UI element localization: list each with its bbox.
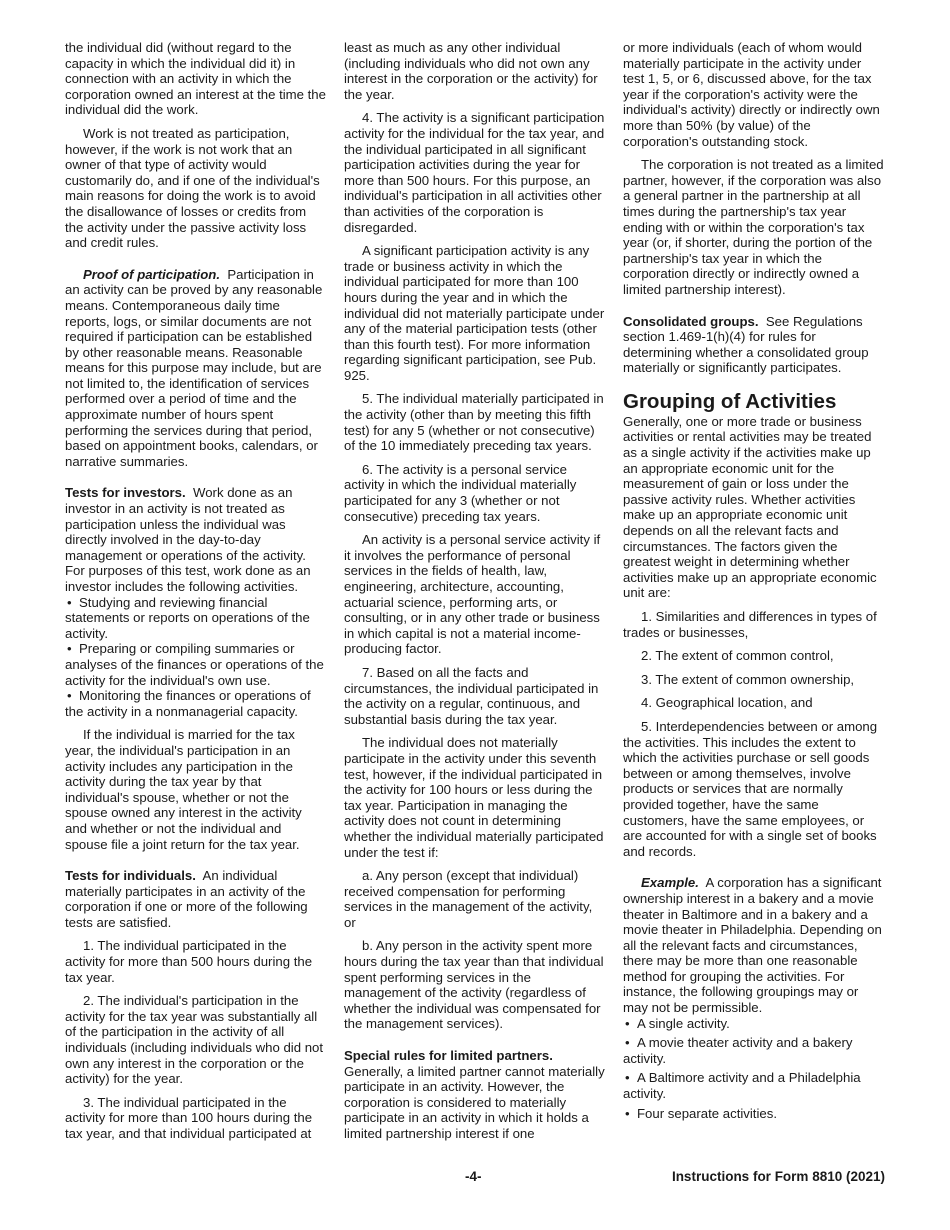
paragraph-body: A corporation has a significant ownership interest in a bakery and a movie theater in Baltimore and in a bakery and a movie theater in Philadelphia. Depending on all the relevant facts and circumstances, there may be more than one reasonable method for grouping the activities. For instance, the following groupings may or may not be permissible. [623, 875, 882, 1016]
factor-item: 2. The extent of common control, [641, 648, 834, 664]
section-heading: Grouping of Activities [623, 389, 837, 413]
test-item: 3. The individual participated in the activity for more than 100 hours during the tax year, and that individual participated at [65, 1094, 313, 1141]
paragraph: If the individual is married for the tax year, the individual's participation in an activity includes any participation in the activity during the tax year by that individual's spouse, whether or not the spouse owned any interest in the activity and whether or not the individual and spouse file a joint return for the tax year. [65, 727, 302, 852]
factor-item: 1. Similarities and differences in types of trades or businesses, [623, 609, 877, 640]
run-in-heading: Special rules for limited partners. [344, 1048, 553, 1064]
column-2 [344, 40, 606, 1150]
test-item: 6. The activity is a personal service activity in which the individual materially participated for any 3 (whether or not consecutive) preceding tax years. [344, 461, 577, 524]
paragraph: Work is not treated as participation, however, if the work is not work that an owner of that type of activity would customarily do, and if one of the individual's main reasons for doing the work is to avoid the disallowance of losses or credits from the activity under the passive activity loss and credit rules. [65, 125, 320, 251]
investor-activity-list [65, 595, 327, 720]
list-item: • Monitoring the finances or operations of the activity in a nonmanagerial capacity. [65, 688, 327, 719]
paragraph-body: See Regulations section 1.469-1(h)(4) for rules for determining whether a consolidated group materially or significantly participates. [623, 313, 869, 376]
paragraph: A significant participation activity is any trade or business activity in which the individual participated for more than 100 hours during the year and in which the individual did not materially participate under any of the material participation tests (other than this fourth test). For more information regarding significant participation, see Pub. 925. [344, 243, 605, 383]
factor-item: 3. The extent of common ownership, [641, 671, 855, 687]
test-item: 7. Based on all the facts and circumstances, the individual participated in the activity on a regular, continuous, and substantial basis during the tax year. [344, 664, 599, 727]
paragraph: An activity is a personal service activity if it involves the performance of personal services in the fields of health, law, engineering, architecture, accounting, actuarial science, performing arts, or consulting, or in any other trade or business in which capital is not a material income-producing factor. [344, 532, 601, 657]
paragraph: Generally, one or more trade or business activities or rental activities may be treated as a single activity if the activities make up an appropriate economic unit for the measurement of gain or loss under the passive activity rules. Whether activities make up an appropriate economic unit depends on all the relevant facts and circumstances. The factors given the greatest weight in determining whether activities make up an appropriate economic unit are: [623, 413, 877, 601]
column-1 [65, 40, 327, 1150]
paragraph: or more individuals (each of whom would materially participate in the activity under test 1, 5, or 6, discussed above, for the tax year if the corporation's activity were the individual's activity) directly or indirectly own more than 50% (by value) of the corporation's outstanding stock. [623, 40, 880, 149]
paragraph-body: Work done as an investor in an activity is not treated as participation unless the individual was directly involved in the day-to-day management or operations of the activity. For purposes of this test, work done as an investor includes the following activities. [65, 485, 311, 594]
tests-for-individuals [65, 868, 327, 930]
factor-item: 5. Interdependencies between or among the activities. This includes the extent to which the activities purchase or sell goods between or among themselves, involve products or services that are normally provided together, have the same customers, have the same employees, or are accounted for with a single set of books and records. [623, 718, 878, 859]
list-item: • Four separate activities. [623, 1106, 885, 1122]
form-reference: Instructions for Form 8810 (2021) [671, 1169, 885, 1184]
paragraph-body: Generally, a limited partner cannot materially participate in an activity. However, the corporation is considered to materially participate in an activity in which it holds a limited partnership interest if one [344, 1063, 605, 1141]
paragraph-body: Participation in an activity can be proved by any reasonable means. Contemporaneous daily time reports, logs, or similar documents are not required if participation can be established by other reasonable means. Reasonable means for this purpose may include, but are not limited to, the identification of services performed over a period of time and the approximate number of hours spent performing the services during that period, based on appointment books, calendars, or narrative summaries. [65, 266, 323, 469]
paragraph-body: An individual materially participates in an activity of the corporation if one or more of the following tests are satisfied. [65, 868, 308, 930]
list-item: • Preparing or compiling summaries or analyses of the finances or operations of the activity for the individual's own use. [65, 641, 327, 688]
paragraph: least as much as any other individual (including individuals who did not own any interest in the corporation or the activity) for the year. [344, 40, 598, 102]
list-item: • Studying and reviewing financial statements or reports on operations of the activity. [65, 595, 327, 642]
run-in-heading: Consolidated groups. [623, 313, 759, 329]
paragraph: The individual does not materially participate in the activity under this seventh test, however, if the individual participated in the activity for 100 hours or less during the tax year. Participation in managing the activity does not count in determining whether the individual materially participated under the test if: [344, 735, 604, 860]
page-number: -4- [465, 1169, 482, 1184]
special-rules-limited-partners [344, 1048, 606, 1142]
factor-item: 4. Geographical location, and [641, 695, 813, 711]
list-item: • A movie theater activity and a bakery activity. [623, 1035, 885, 1066]
grouping-options-list [623, 1016, 885, 1122]
test-item: 1. The individual participated in the activity for more than 500 hours during the tax year. [65, 938, 313, 985]
test-item: 5. The individual materially participated in the activity (other than by meeting this fifth test) for any 5 (whether or not consecutive) of the 10 immediately preceding tax years. [344, 391, 604, 454]
sub-item: a. Any person (except that individual) received compensation for performing services in the management of the activity, or [344, 868, 593, 930]
run-in-heading: Tests for individuals. [65, 868, 196, 884]
run-in-heading: Proof of participation. [83, 266, 221, 282]
run-in-heading: Tests for investors. [65, 485, 186, 501]
proof-of-participation [65, 267, 327, 470]
tests-for-investors [65, 485, 327, 594]
run-in-heading: Example. [641, 875, 699, 891]
test-item: 4. The activity is a significant participation activity for the individual for the tax year, and the individual participated in all significant participation activities during the year for more than 500 hours. For this purpose, an individual's participation in all activities other than activities of the corporation is disregarded. [344, 110, 605, 235]
sub-item: b. Any person in the activity spent more hours during the tax year than that individual spent performing services in the management of the activity (regardless of whether the individual was compensated for the management services). [344, 938, 604, 1032]
test-item: 2. The individual's participation in the activity for the tax year was substantially all of the participation in the activity of all individuals (including individuals who did not own any interest in the corporation or the activity) for the year. [65, 993, 324, 1087]
paragraph: the individual did (without regard to the capacity in which the individual did it) in connection with an activity in which the corporation owned an interest at the time the individual did the work. [65, 40, 326, 118]
example [623, 875, 885, 1015]
consolidated-groups [623, 314, 885, 376]
paragraph: The corporation is not treated as a limited partner, however, if the corporation was also a general partner in the partnership at all times during the partnership's tax year ending with or within the corporation's tax year (or, if shorter, during the portion of the partnership's tax year in which the corporation directly or indirectly owned a limited partnership interest). [623, 157, 884, 297]
column-3 [623, 40, 885, 1129]
list-item: • A single activity. [623, 1016, 885, 1032]
list-item: • A Baltimore activity and a Philadelphia activity. [623, 1070, 885, 1101]
